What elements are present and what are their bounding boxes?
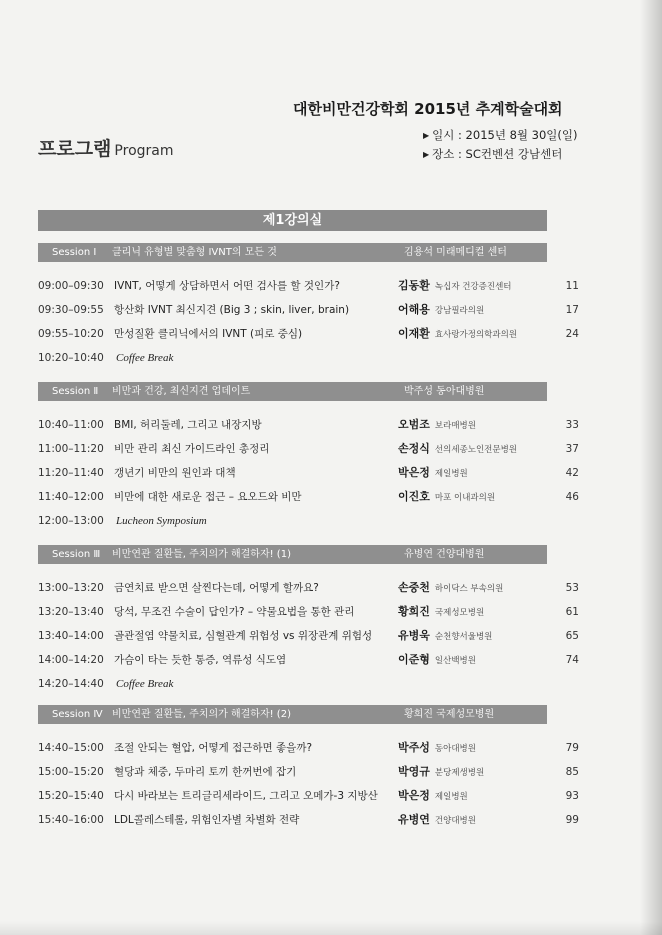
break-row [38, 346, 598, 370]
speaker [398, 461, 468, 486]
talk-list [38, 576, 598, 696]
session-name: Session Ⅲ [52, 549, 101, 560]
talk-time: 11:40–12:00 [38, 491, 104, 503]
talk-topic: IVNT, 어떻게 상담하면서 어떤 검사를 할 것인가? [114, 280, 340, 292]
talk-time: 14:20–14:40 [38, 678, 104, 690]
talk-time: 13:00–13:20 [38, 582, 104, 594]
page-number: 42 [565, 467, 579, 479]
session-chair: 황희진 국제성모병원 [404, 709, 495, 720]
session-block [38, 545, 598, 696]
talk-row [38, 298, 598, 322]
talk-topic: Coffee Break [116, 678, 174, 690]
date-line [423, 126, 578, 145]
talk-list [38, 413, 598, 533]
talk-row [38, 784, 598, 808]
talk-topic: BMI, 허리둘레, 그리고 내장지방 [114, 419, 262, 431]
speaker [398, 322, 517, 347]
speaker-name: 박영규 [398, 765, 430, 778]
speaker-name: 손중천 [398, 581, 430, 594]
speaker [398, 784, 468, 809]
break-row [38, 509, 598, 533]
speaker-affiliation: 선의세종노인전문병원 [434, 445, 518, 455]
talk-topic: LDL콜레스테롤, 위험인자별 차별화 전략 [114, 814, 300, 826]
talk-topic: 골관절염 약물치료, 심혈관계 위험성 vs 위장관계 위험성 [114, 630, 373, 642]
page-number: 37 [565, 443, 579, 455]
talk-row [38, 461, 598, 485]
speaker-name: 이재환 [398, 327, 430, 340]
talk-topic: 조절 안되는 혈압, 어떻게 접근하면 좋을까? [114, 742, 313, 754]
speaker-affiliation: 제일병원 [434, 469, 468, 479]
talk-topic: Coffee Break [116, 352, 174, 364]
speaker [398, 760, 484, 785]
conference-meta [423, 126, 578, 164]
session-name: Session Ⅰ [52, 247, 97, 258]
page-number: 79 [565, 742, 579, 754]
talk-list [38, 274, 598, 370]
speaker-name: 박주성 [398, 741, 430, 754]
page-number: 61 [565, 606, 579, 618]
speaker-affiliation: 효사랑가정의학과의원 [434, 330, 518, 340]
session-title: 비만연관 질환들, 주치의가 해결하자! (1) [112, 549, 291, 560]
page-number: 24 [565, 328, 579, 340]
speaker [398, 437, 517, 462]
break-row [38, 672, 598, 696]
speaker-name: 이진호 [398, 490, 430, 503]
talk-time: 09:55–10:20 [38, 328, 104, 340]
program-heading-ko: 프로그램 [38, 138, 112, 160]
speaker-affiliation: 순천향서울병원 [434, 632, 493, 642]
talk-row [38, 485, 598, 509]
speaker [398, 413, 476, 438]
room-header: 제1강의실 [38, 210, 547, 231]
speaker [398, 274, 512, 299]
talk-time: 12:00–13:00 [38, 515, 104, 527]
speaker-affiliation: 강남필라의원 [434, 306, 485, 316]
speaker [398, 576, 503, 601]
date-text: 일시 : 2015년 8월 30일(일) [432, 128, 578, 142]
arrow-right-icon: ▶ [423, 131, 430, 140]
speaker-affiliation: 보라매병원 [434, 421, 476, 431]
talk-time: 10:20–10:40 [38, 352, 104, 364]
page-number: 53 [565, 582, 579, 594]
page-number: 99 [565, 814, 579, 826]
talk-topic: 항산화 IVNT 최신지견 (Big 3 ; skin, liver, brain) [114, 304, 350, 316]
session-name: Session Ⅳ [52, 709, 103, 720]
page-number: 17 [565, 304, 579, 316]
speaker-affiliation: 동아대병원 [434, 744, 476, 754]
talk-row [38, 413, 598, 437]
speaker-affiliation: 녹십자 건강증진센터 [434, 282, 512, 292]
talk-row [38, 274, 598, 298]
program-heading-en: Program [114, 143, 174, 159]
session-chair: 박주성 동아대병원 [404, 386, 485, 397]
talk-time: 13:20–13:40 [38, 606, 104, 618]
talk-topic: 만성질환 클리닉에서의 IVNT (피로 중심) [114, 328, 303, 340]
speaker-name: 박은정 [398, 466, 430, 479]
speaker-name: 손정식 [398, 442, 430, 455]
page-number: 65 [565, 630, 579, 642]
speaker-name: 박은정 [398, 789, 430, 802]
speaker-affiliation: 건양대병원 [434, 816, 476, 826]
talk-time: 11:20–11:40 [38, 467, 104, 479]
speaker [398, 485, 495, 510]
talk-row [38, 600, 598, 624]
speaker [398, 648, 476, 673]
talk-row [38, 808, 598, 832]
session-header [38, 382, 547, 401]
speaker-name: 오범조 [398, 418, 430, 431]
talk-time: 10:40–11:00 [38, 419, 104, 431]
talk-time: 15:00–15:20 [38, 766, 104, 778]
speaker-affiliation: 마포 이내과의원 [434, 493, 496, 503]
talk-topic: 가슴이 타는 듯한 통증, 역류성 식도염 [114, 654, 287, 666]
talk-time: 11:00–11:20 [38, 443, 104, 455]
speaker [398, 600, 484, 625]
speaker-name: 김동환 [398, 279, 430, 292]
talk-row [38, 648, 598, 672]
session-title: 클리닉 유형별 맞춤형 IVNT의 모든 것 [112, 247, 277, 258]
session-block [38, 382, 598, 533]
talk-topic: 금연치료 받으면 살찐다는데, 어떻게 할까요? [114, 582, 319, 594]
talk-topic: 비만에 대한 새로운 접근 – 요오드와 비만 [114, 491, 302, 503]
talk-topic: Lucheon Symposium [116, 515, 207, 527]
conference-title: 대한비만건강학회 2015년 추계학술대회 [293, 100, 563, 118]
talk-time: 09:30–09:55 [38, 304, 104, 316]
page-number: 93 [565, 790, 579, 802]
talk-topic: 다시 바라보는 트리글리세라이드, 그리고 오메가-3 지방산 [114, 790, 378, 802]
speaker-affiliation: 제일병원 [434, 792, 468, 802]
talk-time: 14:00–14:20 [38, 654, 104, 666]
talk-row [38, 736, 598, 760]
talk-time: 14:40–15:00 [38, 742, 104, 754]
page-bottom-shadow [0, 921, 662, 935]
page-number: 85 [565, 766, 579, 778]
talk-topic: 당석, 무조건 수술이 답인가? – 약물요법을 통한 관리 [114, 606, 355, 618]
talk-row [38, 576, 598, 600]
session-header [38, 243, 547, 262]
speaker [398, 736, 476, 761]
page-number: 33 [565, 419, 579, 431]
speaker-name: 유병욱 [398, 629, 430, 642]
talk-time: 15:40–16:00 [38, 814, 104, 826]
speaker-name: 유병연 [398, 813, 430, 826]
speaker [398, 808, 476, 833]
talk-topic: 비만 관리 최신 가이드라인 총정리 [114, 443, 270, 455]
session-block [38, 243, 598, 370]
page-edge-shadow [640, 0, 662, 935]
talk-list [38, 736, 598, 832]
page-number: 11 [565, 280, 579, 292]
venue-line [423, 145, 578, 164]
talk-time: 15:20–15:40 [38, 790, 104, 802]
session-name: Session Ⅱ [52, 386, 99, 397]
session-title: 비만과 건강, 최신지견 업데이트 [112, 386, 251, 397]
session-chair: 유병연 건양대병원 [404, 549, 485, 560]
page-number: 46 [565, 491, 579, 503]
speaker-affiliation: 국제성모병원 [434, 608, 485, 618]
speaker-name: 황희진 [398, 605, 430, 618]
speaker-name: 이준형 [398, 653, 430, 666]
speaker-affiliation: 일산백병원 [434, 656, 476, 666]
venue-text: 장소 : SC컨벤션 강남센터 [432, 147, 563, 161]
session-header [38, 705, 547, 724]
talk-row [38, 760, 598, 784]
session-block [38, 705, 598, 832]
talk-topic: 혈당과 체중, 두마리 토끼 한꺼번에 잡기 [114, 766, 297, 778]
speaker-affiliation: 하이닥스 부속의원 [434, 584, 504, 594]
page-number: 74 [565, 654, 579, 666]
speaker [398, 298, 484, 323]
speaker-affiliation: 분당제생병원 [434, 768, 485, 778]
session-chair: 김용석 미래메디컬 센터 [404, 247, 507, 258]
talk-time: 13:40–14:00 [38, 630, 104, 642]
talk-row [38, 322, 598, 346]
talk-row [38, 624, 598, 648]
program-heading [38, 134, 174, 161]
talk-row [38, 437, 598, 461]
arrow-right-icon: ▶ [423, 150, 430, 159]
talk-time: 09:00–09:30 [38, 280, 104, 292]
session-header [38, 545, 547, 564]
session-title: 비만연관 질환들, 주치의가 해결하자! (2) [112, 709, 291, 720]
talk-topic: 갱년기 비만의 원인과 대책 [114, 467, 236, 479]
speaker-name: 어해용 [398, 303, 430, 316]
speaker [398, 624, 492, 649]
